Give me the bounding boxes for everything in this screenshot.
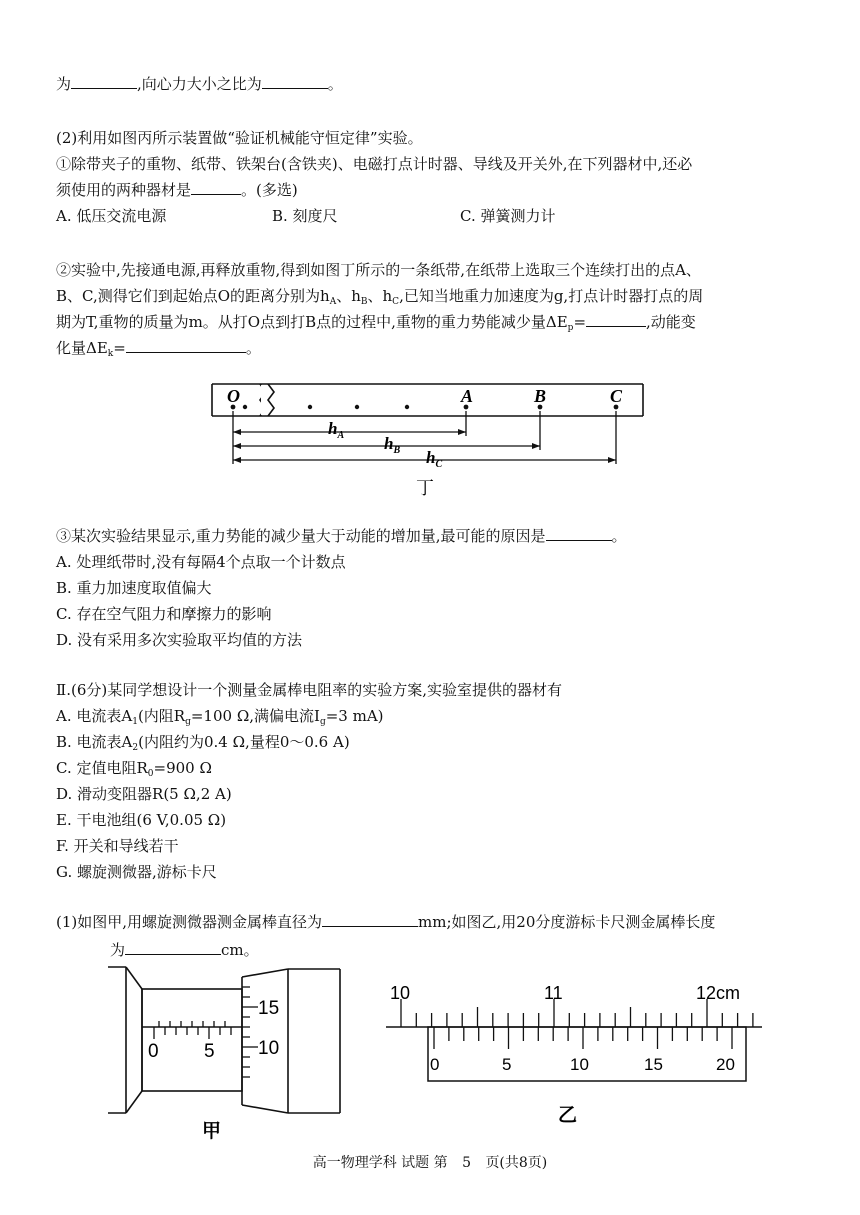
answer-blank (126, 338, 246, 353)
vernier-label-0: 0 (430, 1055, 440, 1074)
section-ii-heading: Ⅱ.(6分)某同学想设计一个测量金属棒电阻率的实验方案,实验室提供的器材有 (56, 681, 562, 699)
point-label-c: C (610, 386, 623, 406)
text: mm;如图乙,用20分度游标卡尺测金属棒长度 (418, 913, 716, 931)
vernier-caliper-figure (380, 975, 780, 1155)
figure-caption-ding: 丁 (416, 478, 434, 499)
option-b: B. 刻度尺 (272, 207, 338, 225)
line-ratio (56, 74, 343, 94)
vernier-label-15: 15 (644, 1055, 663, 1074)
figure-caption-jia: 甲 (202, 1120, 222, 1142)
sleeve-label-0: 0 (148, 1041, 159, 1062)
text: ,动能变 (646, 313, 696, 331)
subscript: 2 (132, 743, 139, 753)
vernier-label-20: 20 (716, 1055, 735, 1074)
text: = (573, 313, 587, 331)
question-2-line3 (56, 312, 696, 338)
subscript: g (319, 717, 326, 727)
point-label-b: B (534, 386, 547, 406)
answer-blank (322, 912, 418, 927)
sleeve-label-5: 5 (204, 1041, 215, 1062)
question-3 (56, 526, 627, 546)
subscript: g (185, 717, 191, 727)
equipment-a (56, 706, 384, 732)
subscript: k (107, 349, 114, 359)
equipment-f: F. 开关和导线若干 (56, 837, 179, 855)
vernier-label-10: 10 (570, 1055, 589, 1074)
text: 。 (611, 527, 627, 545)
footer-text: 高一物理学科 试题 第 (312, 1155, 448, 1171)
text: ③某次实验结果显示,重力势能的减少量大于动能的增加量,最可能的原因是 (56, 527, 546, 545)
text: 、h (336, 287, 361, 305)
thimble-label-10: 10 (258, 1038, 280, 1059)
option-c: C. 弹簧测力计 (460, 207, 556, 225)
footer-total: 页(共8页) (485, 1155, 548, 1171)
text: = (113, 339, 126, 357)
text: (内阻约为0.4 Ω,量程0～0.6 A) (138, 733, 350, 751)
question-1-line2 (56, 180, 298, 200)
part2-heading: (2)利用如图丙所示装置做“验证机械能守恒定律”实验。 (56, 129, 423, 147)
question-3-option-c: C. 存在空气阻力和摩擦力的影响 (56, 605, 272, 623)
text: 。(多选) (241, 181, 298, 199)
equipment-b (56, 732, 350, 758)
equipment-c (56, 758, 212, 784)
distance-label-ha: $h_A$ (328, 419, 345, 441)
question-1-line1: ①除带夹子的重物、纸带、铁架台(含铁夹)、电磁打点计时器、导线及开关外,在下列器材中,还必 (56, 155, 693, 173)
answer-blank (586, 312, 646, 327)
text: 。 (245, 339, 261, 357)
equipment-d: D. 滑动变阻器R(5 Ω,2 A) (56, 785, 232, 803)
text: (1)如图甲,用螺旋测微器测金属棒直径为 (56, 913, 323, 931)
text: B、C,测得它们到起始点O的距离分别为h (56, 287, 330, 305)
text: =100 Ω,满偏电流I (190, 707, 320, 725)
answer-blank (191, 180, 241, 195)
text: 为 (56, 75, 72, 93)
text: 为 (110, 941, 126, 959)
text: =3 mA) (325, 707, 384, 725)
question-3-option-d: D. 没有采用多次实验取平均值的方法 (56, 631, 303, 649)
subscript: p (567, 323, 574, 333)
question-3-option-a: A. 处理纸带时,没有每隔4个点取一个计数点 (56, 553, 346, 571)
text: A. 电流表A (56, 707, 133, 725)
subscript: A (329, 297, 337, 307)
main-scale-label-10: 10 (390, 983, 411, 1003)
answer-blank (71, 74, 137, 89)
question-1-options (56, 206, 556, 226)
answer-blank (262, 74, 328, 89)
main-scale-label-11: 11 (544, 983, 563, 1003)
equipment-g: G. 螺旋测微器,游标卡尺 (56, 863, 217, 881)
text: =900 Ω (153, 759, 212, 777)
question-2-line2 (56, 286, 703, 312)
option-a: A. 低压交流电源 (56, 207, 167, 225)
text: cm。 (221, 941, 259, 959)
micrometer-figure (100, 965, 350, 1145)
vernier-label-5: 5 (502, 1055, 512, 1074)
answer-blank (125, 940, 221, 955)
text: ,已知当地重力加速度为g,打点计时器打点的周 (399, 287, 704, 305)
text: C. 定值电阻R (56, 759, 148, 777)
text: (内阻R (137, 707, 186, 725)
thimble-label-15: 15 (258, 998, 280, 1019)
distance-label-hb: $h_B$ (384, 434, 401, 456)
text: 化量ΔE (56, 339, 108, 357)
question-3-option-b: B. 重力加速度取值偏大 (56, 579, 212, 597)
text: 、h (367, 287, 393, 305)
subscript: B (360, 297, 368, 307)
sub-question-1-line2 (110, 940, 259, 960)
equipment-e: E. 干电池组(6 V,0.05 Ω) (56, 811, 227, 829)
subscript: 1 (132, 717, 138, 727)
figure-caption-yi: 乙 (558, 1104, 578, 1126)
question-2-line1: ②实验中,先接通电源,再释放重物,得到如图丁所示的一条纸带,在纸带上选取三个连续打出的点A、 (56, 261, 701, 279)
sub-question-1-line1 (56, 912, 715, 932)
paper-tape-figure (200, 378, 660, 504)
text: 。 (327, 75, 343, 93)
text: 期为T,重物的质量为m。从打O点到打B点的过程中,重物的重力势能减少量ΔE (56, 313, 568, 331)
main-scale-label-12cm: 12cm (696, 983, 741, 1003)
distance-label-hc: $h_C$ (426, 448, 443, 470)
answer-blank (546, 526, 612, 541)
question-2-line4 (56, 338, 261, 364)
subscript: C (392, 297, 400, 307)
text: 须使用的两种器材是 (56, 181, 192, 199)
page-number: 5 (462, 1155, 471, 1171)
page-footer (0, 1152, 860, 1172)
text: ,向心力大小之比为 (137, 75, 262, 93)
point-label-o: O (227, 386, 240, 406)
text: B. 电流表A (56, 733, 133, 751)
subscript: 0 (147, 769, 154, 779)
point-label-a: A (461, 386, 474, 406)
